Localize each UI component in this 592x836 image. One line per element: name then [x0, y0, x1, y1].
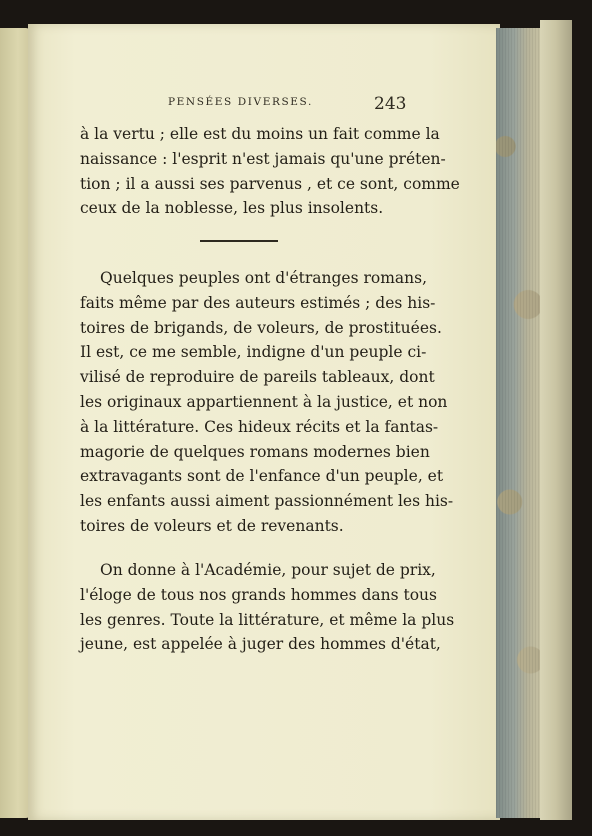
text-line: naissance : l'esprit n'est jamais qu'une préten- [80, 149, 446, 168]
text-line: Il est, ce me semble, indigne d'un peuple ci- [80, 343, 427, 362]
paragraph-3 [80, 558, 455, 657]
paragraph-1 [80, 122, 460, 221]
running-head: PENSÉES DIVERSES. [168, 96, 313, 108]
text-line: les originaux appartiennent à la justice, et non [80, 392, 448, 411]
facing-page-edge [0, 28, 30, 818]
text-line: toires de brigands, de voleurs, de prostituées. [80, 318, 442, 337]
text-line: faits même par des auteurs estimés ; des his- [80, 293, 436, 312]
marbled-fore-edge [496, 28, 542, 818]
book-cover-board [540, 20, 572, 820]
text-line: à la vertu ; elle est du moins un fait comme la [80, 125, 440, 143]
text-line: jeune, est appelée à juger des hommes d'état, [80, 635, 441, 654]
text-line: vilisé de reproduire de pareils tableaux, dont [80, 368, 435, 387]
section-divider [200, 240, 278, 242]
text-line: Quelques peuples ont d'étranges romans, [100, 269, 427, 287]
text-line: toires de voleurs et de revenants. [80, 516, 344, 535]
text-line: extravagants sont de l'enfance d'un peuple, et [80, 467, 444, 486]
text-line: magorie de quelques romans modernes bien [80, 442, 430, 461]
text-line: tion ; il a aussi ses parvenus , et ce sont, comme [80, 174, 460, 193]
paragraph-2 [80, 266, 454, 539]
text-line: les genres. Toute la littérature, et même la plus [80, 610, 455, 629]
page-number: 243 [374, 94, 407, 114]
text-line: ceux de la noblesse, les plus insolents. [80, 199, 384, 218]
text-line: à la littérature. Ces hideux récits et la fantas- [80, 417, 439, 436]
text-line: les enfants aussi aiment passionnément les his- [80, 492, 454, 511]
text-line: l'éloge de tous nos grands hommes dans tous [80, 585, 437, 604]
text-line: On donne à l'Académie, pour sujet de prix, [100, 561, 436, 579]
